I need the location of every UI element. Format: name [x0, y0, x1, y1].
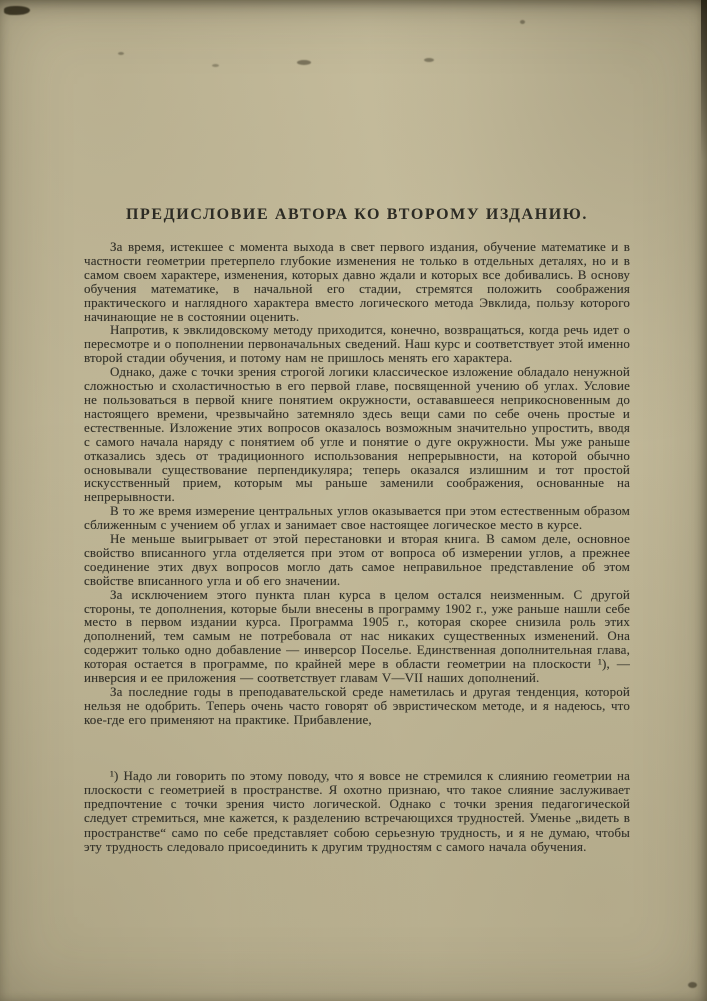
scan-speck [520, 20, 525, 24]
body-text [84, 240, 630, 727]
paragraph: За исключением этого пункта план курса в целом остался неизменным. С другой стороны, те дополнения, которые были внесены в программу 1902 г., уже раньше нашли себе место в первом издании курса. Программа 1905 г., которая скорее снизила роль этих дополнений, тем самым не потребовала от нас никаких существенных изменений. Она содержит только одно добавление — инверсор Поселье. Единственная дополнительная глава, которая остается в программе, по крайней мере в области геометрии на плоскости ¹), — инверсия и ее приложения — соответствует главам V—VII наших дополнений. [84, 586, 630, 686]
page-content [84, 206, 630, 854]
scan-speck [212, 64, 219, 67]
scan-speck [688, 982, 697, 988]
paragraph: В то же время измерение центральных углов оказывается при этом естественным образом сближенным с учением об углах и занимает свое настоящее логическое место в курсе. [84, 503, 630, 533]
paragraph: Однако, даже с точки зрения строгой логики классическое изложение обладало ненужной сложностью и схоластичностью в его первой главе, посвященной учению об углах. Условие не пользоваться в первой книге понятием окружности, остававшееся неприкосновенным до настоящего времени, чрезвычайно затемняло здесь вещи сами по себе очень простые и естественные. Изложение этих вопросов оказалось возможным значительно упростить, вводя с самого начала наряду с понятием об угле и понятие о дуге окружности. Мы уже раньше отказались здесь от традиционного использования непрерывности, на которой обычно основывали существование перпендикуляра; теперь оказался излишним и тот простой искусственный прием, которым мы раньше заменили соображения, основанные на непрерывности. [84, 364, 630, 505]
scan-speck [424, 58, 434, 62]
footnote: ¹) Надо ли говорить по этому поводу, что я вовсе не стремился к слиянию геометрии на плоскости с геометрией в пространстве. Я охотно признаю, что такое слияние заслуживает предпочтение с точки зрения чисто логической. Однако с точки зрения педагогической следует стремиться, мне кажется, к разделению встречающихся трудностей. Уменье „видеть в пространстве“ само по себе представляет собою серьезную трудность, и я не думаю, чтобы эту трудность следовало присоединить к другим трудностям с самого начала обучения. [84, 767, 630, 854]
scan-edge-shadow [701, 0, 707, 160]
paragraph: Не меньше выигрывает от этой перестановки и вторая книга. В самом деле, основное свойство вписанного угла отделяется при этом от вопроса об измерении углов, а прежнее соединение этих двух вопросов могло дать самое неправильное представление об этом свойстве вписанного угла и об его значении. [84, 531, 630, 588]
paragraph: Напротив, к эвклидовскому методу приходится, конечно, возвращаться, когда речь идет о пересмотре и о пополнении первоначальных сведений. Наш курс и соответствует этой именно второй стадии обучения, и потому нам не пришлось менять его характера. [84, 322, 630, 366]
page-title: ПРЕДИСЛОВИЕ АВТОРА КО ВТОРОМУ ИЗДАНИЮ. [125, 206, 589, 223]
scan-speck [118, 52, 124, 55]
scan-speck [297, 60, 311, 65]
scan-speck [4, 6, 30, 15]
paragraph: За время, истекшее с момента выхода в свет первого издания, обучение математике и в частности геометрии претерпело глубокие изменения не только в отдельных деталях, но и в самом своем характере, изменения, которых давно ждали и которых все добивались. В основу обучения математике, в начальной его стадии, стремятся положить соображения практического и наглядного характера вместо логического метода Эвклида, пользу которого начинающие не в состоянии оценить. [84, 239, 630, 324]
paragraph: За последние годы в преподавательской среде наметилась и другая тенденция, которой нельзя не одобрить. Теперь очень часто говорят об эвристическом методе, и я надеюсь, что кое-где его применяют на практике. Прибавление, [84, 684, 630, 727]
